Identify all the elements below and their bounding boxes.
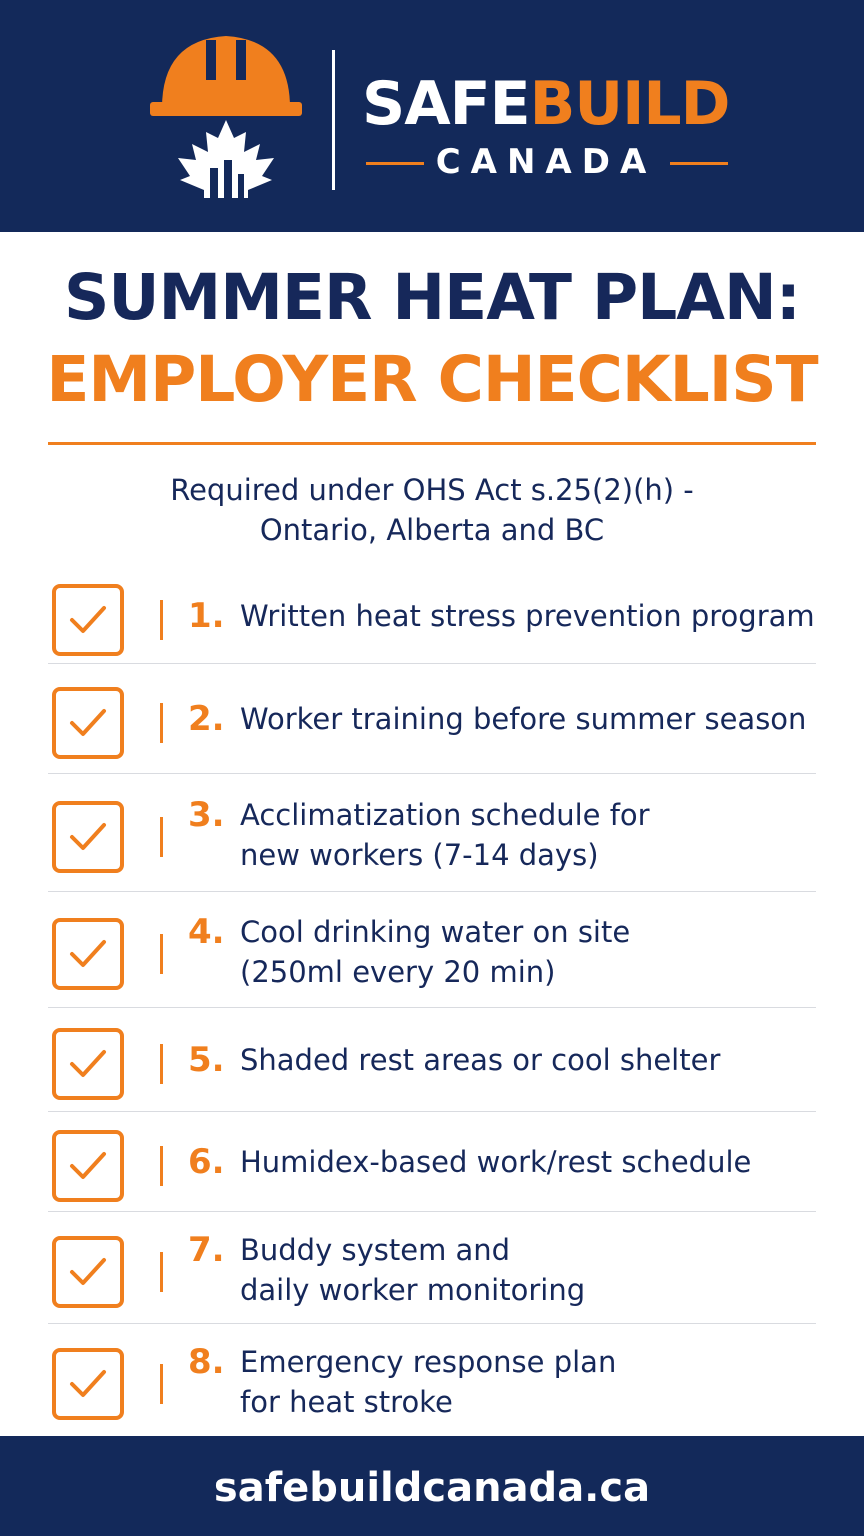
checkbox-checked-icon[interactable]	[52, 1348, 124, 1420]
item-divider	[160, 1364, 163, 1404]
brand-accent: BUILD	[529, 69, 730, 139]
checkbox-checked-icon[interactable]	[52, 801, 124, 873]
checklist-item	[48, 774, 816, 892]
item-text: Cool drinking water on site (250ml every 20 min)	[240, 915, 631, 989]
item-number: 6.	[188, 1142, 225, 1182]
title-divider	[48, 442, 816, 445]
item-number: 8.	[188, 1342, 225, 1382]
footer-url[interactable]: safebuildcanada.ca	[213, 1465, 651, 1511]
page-title-line1: SUMMER HEAT PLAN:	[64, 261, 800, 334]
item-divider	[160, 817, 163, 857]
item-divider	[160, 1146, 163, 1186]
checkbox-checked-icon[interactable]	[52, 584, 124, 656]
brand-sub-row	[362, 142, 742, 182]
item-text: Written heat stress prevention program	[240, 599, 815, 633]
checkbox-checked-icon[interactable]	[52, 1130, 124, 1202]
item-number: 1.	[188, 596, 225, 636]
item-divider	[160, 600, 163, 640]
item-divider	[160, 1044, 163, 1084]
brand-sub-line-right	[670, 162, 728, 165]
checklist-item	[48, 664, 816, 774]
checklist-item	[48, 1112, 816, 1212]
header-banner	[0, 0, 864, 232]
item-number: 2.	[188, 699, 225, 739]
footer-banner	[0, 1436, 864, 1536]
item-text: Acclimatization schedule for new workers (7-14 days)	[240, 798, 650, 872]
page-subtitle: Required under OHS Act s.25(2)(h) - Ontario, Alberta and BC	[170, 473, 694, 547]
item-number: 5.	[188, 1040, 225, 1080]
item-text: Shaded rest areas or cool shelter	[240, 1043, 721, 1077]
item-divider	[160, 934, 163, 974]
hard-hat-maple-leaf-icon	[148, 28, 304, 198]
item-text: Humidex-based work/rest schedule	[240, 1145, 752, 1179]
brand-wordmark	[362, 68, 742, 182]
checkbox-checked-icon[interactable]	[52, 1236, 124, 1308]
item-number: 4.	[188, 912, 225, 952]
checklist-item	[48, 1008, 816, 1112]
checkbox-checked-icon[interactable]	[52, 1028, 124, 1100]
checkbox-checked-icon[interactable]	[52, 918, 124, 990]
item-divider	[160, 703, 163, 743]
brand-sub-line-left	[366, 162, 424, 165]
checkbox-checked-icon[interactable]	[52, 687, 124, 759]
checklist-item	[48, 892, 816, 1008]
checklist-item	[48, 568, 816, 664]
brand-name	[362, 68, 742, 140]
checklist-item	[48, 1324, 816, 1424]
item-number: 3.	[188, 795, 225, 835]
page-title-line2: EMPLOYER CHECKLIST	[46, 343, 818, 416]
brand-sub: CANADA	[435, 142, 657, 182]
item-text: Worker training before summer season	[240, 702, 807, 736]
item-divider	[160, 1252, 163, 1292]
item-text: Buddy system and daily worker monitoring	[240, 1233, 586, 1307]
checklist-item	[48, 1212, 816, 1324]
item-number: 7.	[188, 1230, 225, 1270]
logo-divider	[332, 50, 335, 190]
item-text: Emergency response plan for heat stroke	[240, 1345, 617, 1419]
brand-primary: SAFE	[362, 69, 530, 139]
